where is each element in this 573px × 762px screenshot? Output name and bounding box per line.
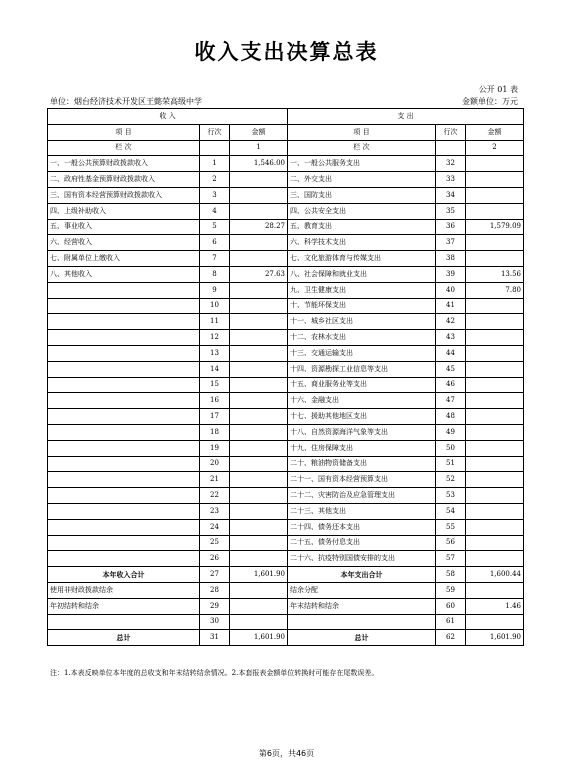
income-amount-cell	[230, 472, 288, 488]
expense-amount-cell	[466, 156, 524, 172]
expense-amount-cell	[466, 330, 524, 346]
expense-row-cell: 35	[436, 203, 466, 219]
expense-amount-cell	[466, 582, 524, 598]
income-amount-cell	[230, 535, 288, 551]
income-row-header: 行次	[200, 124, 230, 140]
money-unit: 金额单位：万元	[462, 97, 518, 106]
expense-item-cell: 二十四、债务还本支出	[288, 519, 436, 535]
expense-amount-cell	[466, 472, 524, 488]
table-row	[48, 456, 524, 472]
income-amount-cell	[230, 235, 288, 251]
income-item-cell	[48, 456, 200, 472]
income-amount-cell	[230, 203, 288, 219]
expense-section-header: 支 出	[288, 109, 524, 125]
income-row-cell: 13	[200, 345, 230, 361]
income-row-cell: 24	[200, 519, 230, 535]
income-item-cell	[48, 551, 200, 567]
income-section-header: 收 入	[48, 109, 288, 125]
income-amount-cell: 27.63	[230, 266, 288, 282]
expense-item-cell: 二十二、灾害防治及应急管理支出	[288, 488, 436, 504]
income-row-cell: 18	[200, 424, 230, 440]
income-row-cell: 25	[200, 535, 230, 551]
expense-amount-cell: 7.80	[466, 282, 524, 298]
table-note: 注：1.本表反映单位本年度的总收支和年末结转结余情况。2.本套报表金额单位转换时可能存在尾数误差。	[50, 669, 379, 677]
income-row-cell: 3	[200, 187, 230, 203]
page-title: 收入支出决算总表	[194, 39, 379, 64]
income-column-row-blank	[200, 140, 230, 156]
table-row	[48, 203, 524, 219]
expense-row-cell: 34	[436, 187, 466, 203]
income-amount-cell: 1,546.00	[230, 156, 288, 172]
expense-row-cell: 46	[436, 377, 466, 393]
expense-row-cell: 52	[436, 472, 466, 488]
expense-item-cell: 六、科学技术支出	[288, 235, 436, 251]
expense-item-cell: 四、公共安全支出	[288, 203, 436, 219]
table-row	[48, 551, 524, 567]
table-row	[48, 598, 524, 614]
expense-item-cell: 一、一般公共服务支出	[288, 156, 436, 172]
column-number-row	[48, 140, 524, 156]
expense-row-cell: 57	[436, 551, 466, 567]
income-row-cell: 31	[200, 630, 230, 646]
income-amount-cell	[230, 614, 288, 630]
expense-item-cell: 结余分配	[288, 582, 436, 598]
income-row-cell: 7	[200, 251, 230, 267]
table-row	[48, 235, 524, 251]
table-row	[48, 503, 524, 519]
expense-row-cell: 47	[436, 393, 466, 409]
expense-row-cell: 45	[436, 361, 466, 377]
income-row-cell: 22	[200, 488, 230, 504]
income-row-cell: 27	[200, 567, 230, 583]
income-item-cell: 总计	[48, 630, 200, 646]
expense-amount-cell	[466, 614, 524, 630]
expense-amount-cell	[466, 345, 524, 361]
expense-amount-cell	[466, 551, 524, 567]
table-row	[48, 393, 524, 409]
expense-item-cell: 二十三、其他支出	[288, 503, 436, 519]
expense-row-cell: 41	[436, 298, 466, 314]
expense-amount-cell	[466, 456, 524, 472]
income-amount-cell	[230, 503, 288, 519]
income-item-cell	[48, 503, 200, 519]
expense-row-cell: 44	[436, 345, 466, 361]
expense-item-cell: 十七、援助其他地区支出	[288, 409, 436, 425]
income-item-cell	[48, 424, 200, 440]
expense-item-cell: 二十六、抗疫特别国债安排的支出	[288, 551, 436, 567]
income-item-cell: 五、事业收入	[48, 219, 200, 235]
income-item-cell	[48, 282, 200, 298]
table-row	[48, 345, 524, 361]
expense-item-cell: 三、国防支出	[288, 187, 436, 203]
income-row-cell: 17	[200, 409, 230, 425]
income-row-cell: 26	[200, 551, 230, 567]
expense-column-label: 栏 次	[288, 140, 436, 156]
income-row-cell: 28	[200, 582, 230, 598]
income-item-cell	[48, 614, 200, 630]
income-amount-cell	[230, 488, 288, 504]
income-item-cell	[48, 440, 200, 456]
income-amount-cell	[230, 409, 288, 425]
table-row	[48, 361, 524, 377]
expense-item-cell: 十八、自然资源海洋气象等支出	[288, 424, 436, 440]
income-amount-cell: 1,601.90	[230, 567, 288, 583]
expense-row-cell: 39	[436, 266, 466, 282]
table-row	[48, 156, 524, 172]
income-item-cell	[48, 472, 200, 488]
expense-item-cell: 二、外交支出	[288, 172, 436, 188]
table-row	[48, 251, 524, 267]
income-item-cell	[48, 361, 200, 377]
income-item-cell: 八、其他收入	[48, 266, 200, 282]
expense-amount-cell	[466, 251, 524, 267]
expense-amount-cell	[466, 440, 524, 456]
expense-row-cell: 33	[436, 172, 466, 188]
income-item-cell: 本年收入合计	[48, 567, 200, 583]
expense-amount-cell	[466, 393, 524, 409]
income-amount-cell	[230, 393, 288, 409]
income-item-cell: 一、一般公共预算财政拨款收入	[48, 156, 200, 172]
income-row-cell: 16	[200, 393, 230, 409]
income-amount-cell	[230, 440, 288, 456]
expense-column-row-blank	[436, 140, 466, 156]
income-amount-cell	[230, 345, 288, 361]
expense-row-cell: 50	[436, 440, 466, 456]
income-item-cell: 二、政府性基金预算财政拨款收入	[48, 172, 200, 188]
income-column-number: 1	[230, 140, 288, 156]
table-row	[48, 488, 524, 504]
income-row-cell: 21	[200, 472, 230, 488]
expense-row-cell: 37	[436, 235, 466, 251]
income-amount-cell	[230, 187, 288, 203]
table-row	[48, 535, 524, 551]
income-item-cell	[48, 488, 200, 504]
income-item-cell: 七、附属单位上缴收入	[48, 251, 200, 267]
income-item-cell	[48, 535, 200, 551]
table-row	[48, 630, 524, 646]
income-row-cell: 23	[200, 503, 230, 519]
expense-amount-cell	[466, 424, 524, 440]
table-row	[48, 330, 524, 346]
expense-amount-cell	[466, 203, 524, 219]
expense-row-cell: 48	[436, 409, 466, 425]
expense-row-cell: 32	[436, 156, 466, 172]
income-amount-cell	[230, 251, 288, 267]
income-amount-cell	[230, 361, 288, 377]
income-row-cell: 4	[200, 203, 230, 219]
income-row-cell: 29	[200, 598, 230, 614]
expense-row-cell: 43	[436, 330, 466, 346]
income-amount-header: 金额	[230, 124, 288, 140]
income-item-cell: 四、上级补助收入	[48, 203, 200, 219]
expense-item-cell: 二十五、债务付息支出	[288, 535, 436, 551]
table-row	[48, 567, 524, 583]
expense-row-cell: 61	[436, 614, 466, 630]
expense-amount-cell: 1.46	[466, 598, 524, 614]
income-item-cell: 六、经营收入	[48, 235, 200, 251]
income-item-cell	[48, 377, 200, 393]
income-amount-cell	[230, 282, 288, 298]
column-header-row	[48, 124, 524, 140]
income-row-cell: 11	[200, 314, 230, 330]
table-row	[48, 219, 524, 235]
expense-row-cell: 53	[436, 488, 466, 504]
income-item-cell	[48, 330, 200, 346]
expense-item-cell: 十五、商业服务业等支出	[288, 377, 436, 393]
income-item-cell	[48, 393, 200, 409]
form-code: 公开 01 表	[478, 85, 518, 94]
expense-amount-cell	[466, 235, 524, 251]
expense-row-cell: 58	[436, 567, 466, 583]
income-amount-cell	[230, 598, 288, 614]
income-item-cell	[48, 298, 200, 314]
income-item-cell	[48, 314, 200, 330]
expense-item-cell: 总计	[288, 630, 436, 646]
expense-item-cell: 二十一、国有资本经营预算支出	[288, 472, 436, 488]
expense-item-cell: 九、卫生健康支出	[288, 282, 436, 298]
expense-item-cell: 二十、粮油物资储备支出	[288, 456, 436, 472]
expense-item-cell: 十三、交通运输支出	[288, 345, 436, 361]
expense-amount-cell	[466, 535, 524, 551]
income-item-cell	[48, 345, 200, 361]
income-amount-cell	[230, 551, 288, 567]
expense-amount-cell: 1,600.44	[466, 567, 524, 583]
expense-column-number: 2	[466, 140, 524, 156]
table-row	[48, 187, 524, 203]
income-expense-table	[47, 108, 524, 646]
income-row-cell: 30	[200, 614, 230, 630]
expense-amount-cell	[466, 519, 524, 535]
table-row	[48, 409, 524, 425]
table-row	[48, 440, 524, 456]
expense-amount-cell	[466, 187, 524, 203]
expense-row-cell: 36	[436, 219, 466, 235]
income-item-cell	[48, 519, 200, 535]
expense-amount-cell	[466, 488, 524, 504]
expense-row-header: 行次	[436, 124, 466, 140]
income-row-cell: 8	[200, 266, 230, 282]
expense-row-cell: 51	[436, 456, 466, 472]
expense-amount-cell	[466, 361, 524, 377]
income-amount-cell	[230, 424, 288, 440]
expense-row-cell: 56	[436, 535, 466, 551]
page-footer: 第6页，共46页	[258, 749, 315, 758]
expense-amount-cell	[466, 298, 524, 314]
expense-row-cell: 60	[436, 598, 466, 614]
expense-item-cell: 十一、城乡社区支出	[288, 314, 436, 330]
income-row-cell: 1	[200, 156, 230, 172]
income-row-cell: 14	[200, 361, 230, 377]
expense-item-cell: 年末结转和结余	[288, 598, 436, 614]
income-row-cell: 12	[200, 330, 230, 346]
income-amount-cell	[230, 298, 288, 314]
section-header-row	[48, 109, 524, 125]
income-amount-cell	[230, 519, 288, 535]
expense-row-cell: 40	[436, 282, 466, 298]
income-item-cell: 三、国有资本经营预算财政拨款收入	[48, 187, 200, 203]
table-row	[48, 314, 524, 330]
expense-item-cell: 十四、资源勘探工业信息等支出	[288, 361, 436, 377]
income-amount-cell	[230, 172, 288, 188]
income-column-label: 栏 次	[48, 140, 200, 156]
income-row-cell: 9	[200, 282, 230, 298]
expense-row-cell: 42	[436, 314, 466, 330]
expense-item-cell: 十、节能环保支出	[288, 298, 436, 314]
expense-amount-cell	[466, 314, 524, 330]
expense-row-cell: 62	[436, 630, 466, 646]
expense-amount-cell: 13.56	[466, 266, 524, 282]
income-row-cell: 20	[200, 456, 230, 472]
expense-item-cell	[288, 614, 436, 630]
income-amount-cell: 28.27	[230, 219, 288, 235]
income-row-cell: 15	[200, 377, 230, 393]
income-item-cell: 年初结转和结余	[48, 598, 200, 614]
income-amount-cell	[230, 456, 288, 472]
table-row	[48, 472, 524, 488]
expense-amount-header: 金额	[466, 124, 524, 140]
income-item-cell: 使用非财政拨款结余	[48, 582, 200, 598]
table-row	[48, 582, 524, 598]
income-row-cell: 5	[200, 219, 230, 235]
income-item-cell	[48, 409, 200, 425]
expense-amount-cell: 1,601.90	[466, 630, 524, 646]
expense-amount-cell	[466, 172, 524, 188]
expense-item-cell: 十六、金融支出	[288, 393, 436, 409]
income-row-cell: 10	[200, 298, 230, 314]
expense-item-cell: 十二、农林水支出	[288, 330, 436, 346]
expense-amount-cell	[466, 409, 524, 425]
expense-item-cell: 七、文化旅游体育与传媒支出	[288, 251, 436, 267]
income-amount-cell	[230, 330, 288, 346]
expense-row-cell: 38	[436, 251, 466, 267]
expense-item-cell: 八、社会保障和就业支出	[288, 266, 436, 282]
income-amount-cell	[230, 582, 288, 598]
table-row	[48, 377, 524, 393]
income-row-cell: 19	[200, 440, 230, 456]
expense-item-cell: 十九、住房保障支出	[288, 440, 436, 456]
expense-item-cell: 五、教育支出	[288, 219, 436, 235]
expense-row-cell: 59	[436, 582, 466, 598]
table-row	[48, 614, 524, 630]
expense-amount-cell	[466, 377, 524, 393]
table-row	[48, 172, 524, 188]
table-row	[48, 298, 524, 314]
expense-amount-cell	[466, 503, 524, 519]
table-row	[48, 519, 524, 535]
income-amount-cell: 1,601.90	[230, 630, 288, 646]
expense-row-cell: 49	[436, 424, 466, 440]
expense-item-cell: 本年支出合计	[288, 567, 436, 583]
income-amount-cell	[230, 314, 288, 330]
income-item-header: 项 目	[48, 124, 200, 140]
expense-row-cell: 54	[436, 503, 466, 519]
expense-row-cell: 55	[436, 519, 466, 535]
table-row	[48, 266, 524, 282]
unit-label: 单位：烟台经济技术开发区王懿荣高级中学	[50, 97, 202, 106]
table-row	[48, 282, 524, 298]
table-row	[48, 424, 524, 440]
income-row-cell: 6	[200, 235, 230, 251]
income-row-cell: 2	[200, 172, 230, 188]
income-amount-cell	[230, 377, 288, 393]
expense-item-header: 项 目	[288, 124, 436, 140]
expense-amount-cell: 1,579.09	[466, 219, 524, 235]
